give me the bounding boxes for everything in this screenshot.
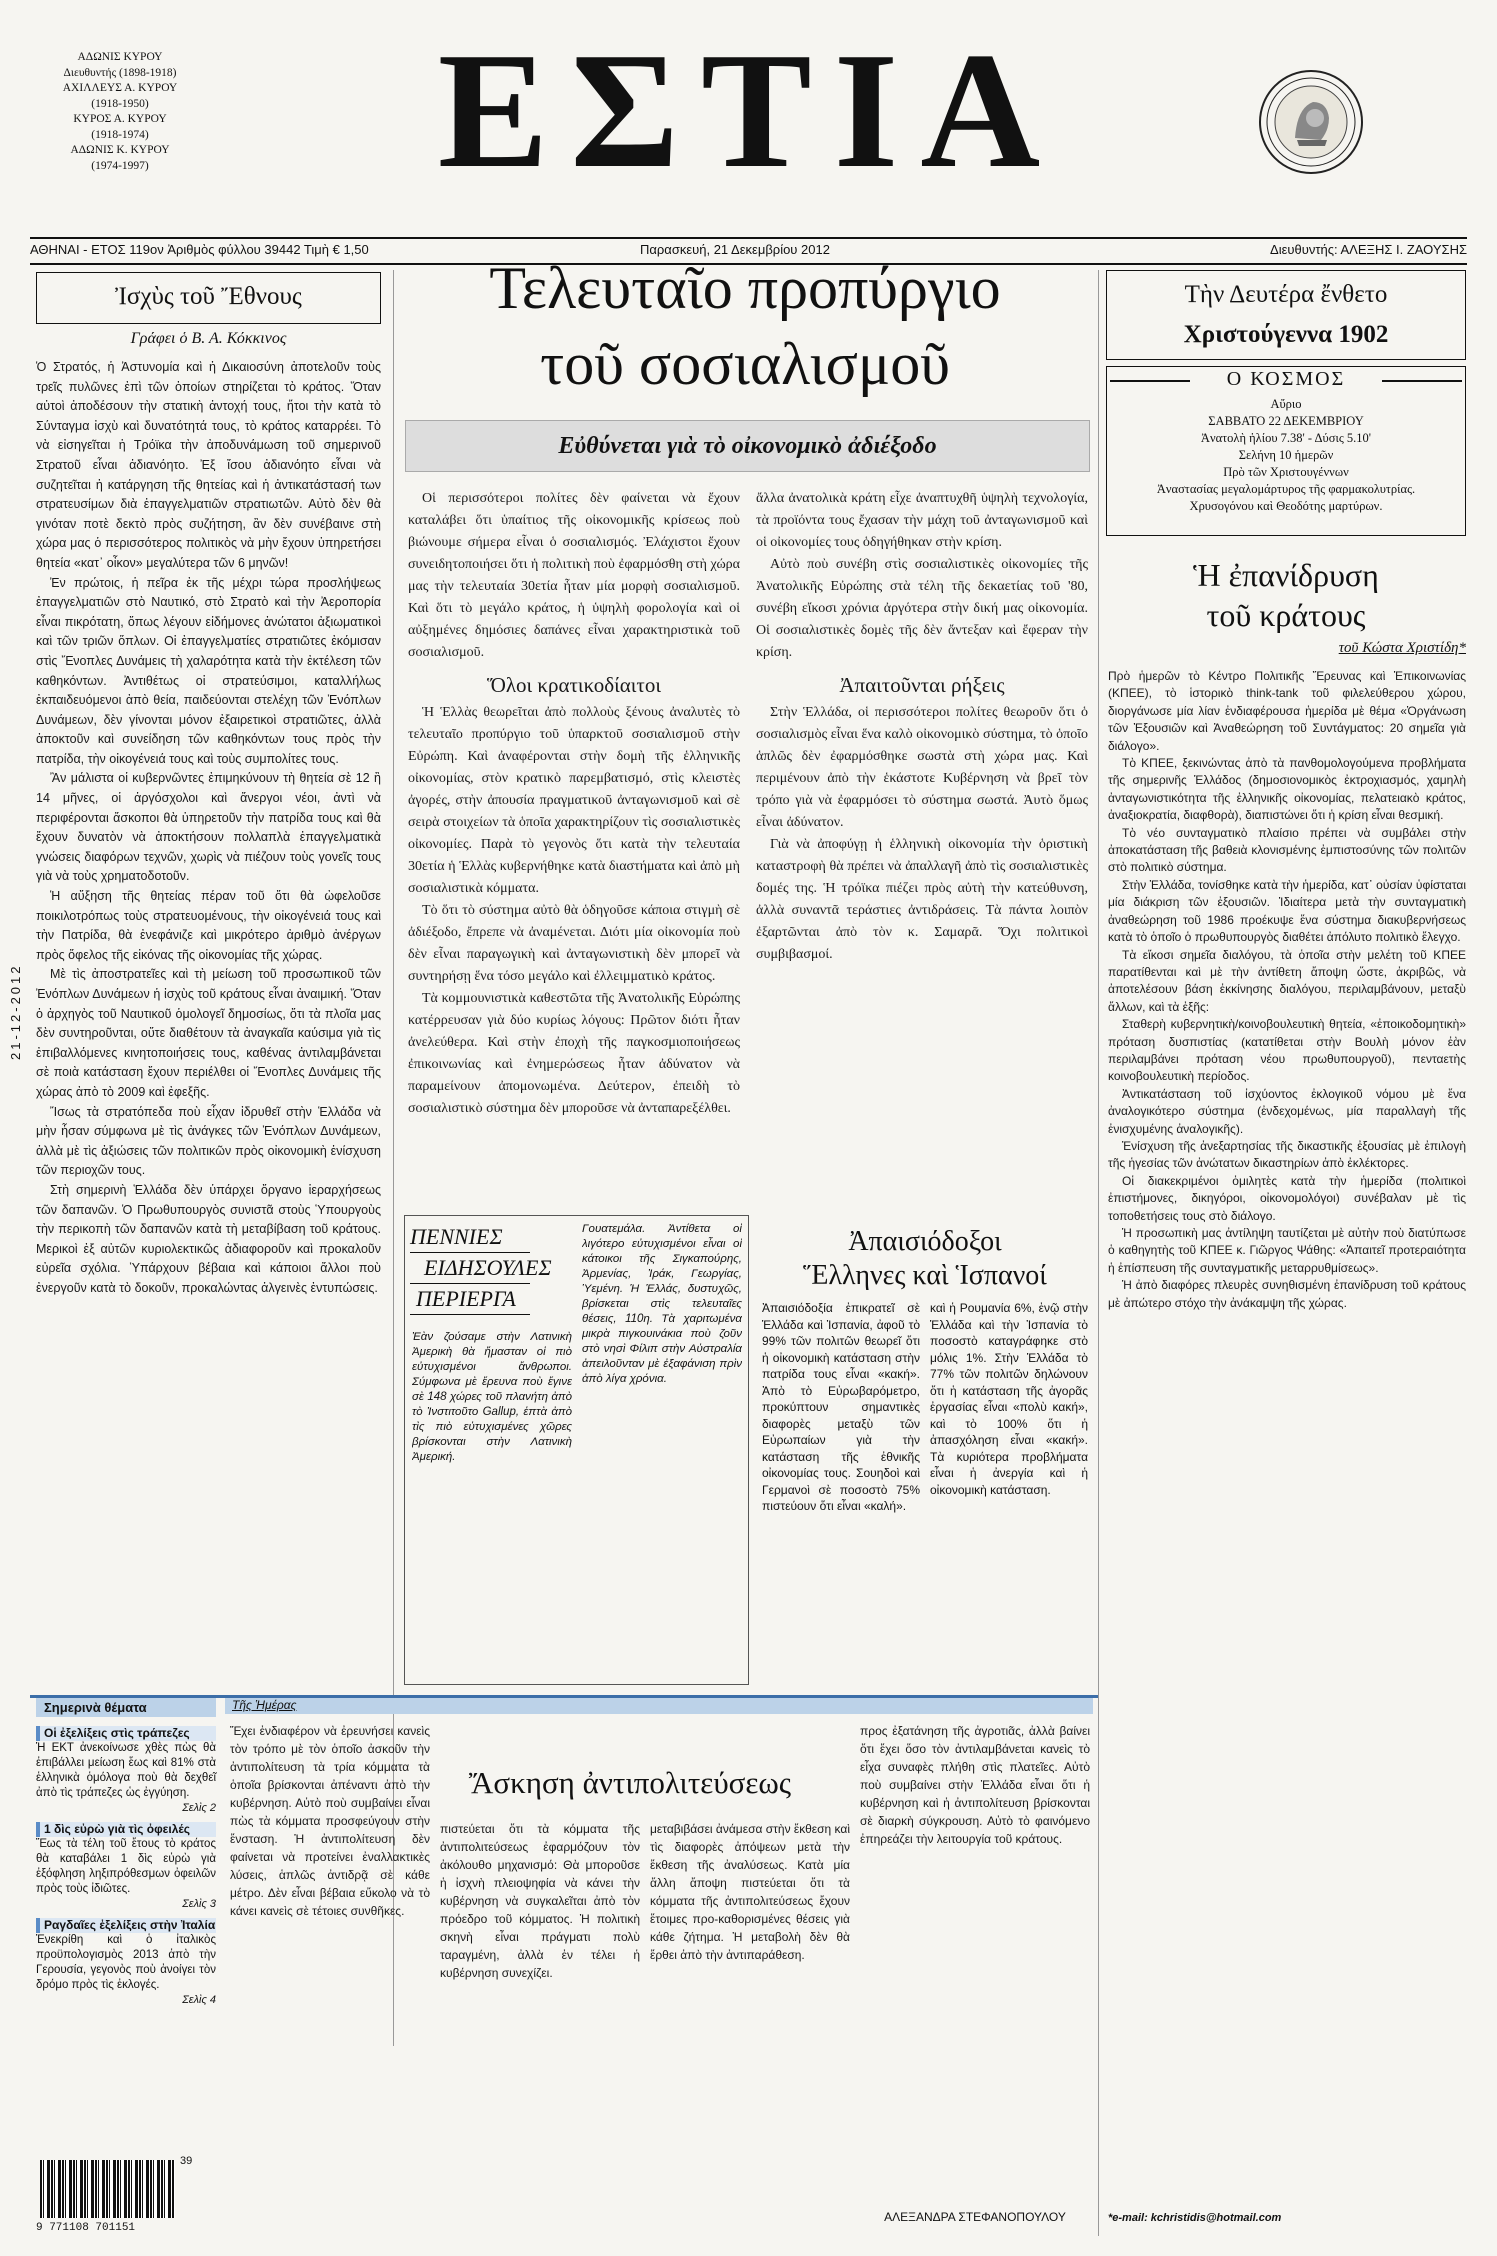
founder-line: Διευθυντής (1898-1918) (63, 66, 177, 79)
briefs-title-line: ΠΕΝΝΙΕΣ (410, 1222, 530, 1253)
paragraph: ἄλλα ἀνατολικὰ κράτη εἶχε ἀναπτυχθῆ ὑψηλὴ τεχνολογία, τὰ προϊόντα τους ἔχασαν τὴν μάχη τοῦ ἀνταγωνισμοῦ καὶ οἱ οἰκονομίες τους ὁδηγήθηκαν στὴν κρίση. (756, 491, 1088, 550)
lead-headline-line: τοῦ σοσιαλισμοῦ (540, 331, 950, 397)
paragraph: Ἐνίσχυση τῆς ἀνεξαρτησίας τῆς δικαστικῆς ἐξουσίας μὲ ἐπιλογὴ τῆς ἡγεσίας τῶν ἀνώτατων δικαστηρίων ἀπὸ ἐκλέκτορες. (1108, 1138, 1466, 1171)
barcode-number: 9 771108 701151 (36, 2222, 136, 2234)
topic-page: Σελὶς 3 (182, 1898, 216, 1910)
lead-headline-line: Τελευταῖο προπύργιο (489, 255, 1001, 321)
paragraph: Οἱ περισσότεροι πολίτες δὲν φαίνεται νὰ ἔχουν καταλάβει ὅτι ὑπαίτιος τῆς οἰκονομικῆς κρίσεως ποὺ βιώνουμε σήμερα εἶναι ὁ σοσιαλισμός. Ἐλάχιστοι ἔχουν συνειδητοποιήσει ὅτι ἡ πολιτικὴ ποὺ ἐφαρμόσθη στὴ χώρα μας τὴν τελευταία 30ετία ἦταν μία μορφὴ σοσιαλισμοῦ. Καὶ ὅτι τὸ μεγάλο κράτος, ἡ ὑψηλὴ φορολογία καὶ οἱ αὐξημένες δημόσιες δαπάνες εἶναι χαρακτηριστικὰ τοῦ σοσιαλισμοῦ. (408, 491, 740, 660)
editorial-col-4: προς ἐξατάνηση τῆς ἀγροτιᾶς, ἀλλὰ βαίνει ὅτι ἔχει ὅσο τὸν ἀντιλαμβάνεται κανεὶς τὸ εἶχα συναφὲς πλήθη στὶς πλατεῖες. Αὐτὸ ποὺ συμβαίνει στὴν Ἑλλάδα εἶναι ὅτι ἡ κυβέρνηση καὶ ἡ ἀντιπολίτευση βρίσκονται σὲ διαρκὴ σύγκρουση. Αὐτὸ τὸ φαινόμενο ἐπηρεάζει τὴν λειτουργία τοῦ κράτους. (860, 1724, 1090, 1846)
paragraph: Στὴν Ἑλλάδα, οἱ περισσότεροι πολίτες θεωροῦν ὅτι ὁ σοσιαλισμὸς εἶναι ἕνα καλὸ οἰκονομικὸ σύστημα, τὸ ὁποῖο ἁπλῶς δὲν ἐφαρμόσθηκε σωστὰ στὴ χώρα μας. Καὶ περιμένουν ἀπὸ τὴν ἑκάστοτε Κυβέρνηση νὰ βρεῖ τὸν τρόπο γιὰ νὰ ἐφαρμόσει τὸ σύστημα σωστά. Ἀυτὸ ὅμως εἶναι ἀδύνατον. (756, 705, 1088, 830)
founder-line: (1918-1950) (91, 97, 149, 110)
paragraph: Ἀντικατάσταση τοῦ ἰσχύοντος ἐκλογικοῦ νόμου μὲ ἕνα ἀναλογικότερο σύστημα (ἐνδεχομένως, μία παραλλαγὴ τῆς ἐνισχυμένης ἀναλογικῆς). (1108, 1086, 1466, 1136)
kosmos-line: Πρὸ τῶν Χριστουγέννων (1223, 465, 1349, 479)
briefs-right-text: Γουατεμάλα. Ἀντίθετα οἱ λιγότερο εὐτυχισμένοι εἶναι οἱ κάτοικοι τῆς Σιγκαπούρης, Ἀρμενίας, Ἰράκ, Γεωργίας, Ὑεμένη. Ἡ Ἑλλάς, δυστυχῶς, βρίσκεται στὶς τελευταῖες θέσεις, 110η. Τὰ χαριτωμένα μικρὰ πιγκουινάκια ποὺ ζοῦν στὸ νησὶ Φίλιπ στὴν Αὐστραλία ἀπειλοῦνταν μὲ ἐξαφάνιση πρὶν ἀπὸ λίγα χρόνια. (582, 1223, 742, 1385)
state-headline-line: Ἡ ἐπανίδρυση (1193, 557, 1379, 593)
state-headline-line: τοῦ κράτους (1206, 597, 1366, 633)
paragraph: Τὰ εἴκοσι σημεῖα διαλόγου, τὰ ὁποῖα στὴν μελέτη τοῦ ΚΠΕΕ παρατίθενται καὶ μὲ τὴν ἀντίθετη ἄποψη ὥστε, ἀκριβῶς, νὰ ἀποτελέσουν βάση ἐκκίνησης διαλόγου, περιλαμβάνουν, μεταξὺ ἄλλων, καὶ τὰ ἑξῆς: (1108, 947, 1466, 1014)
editorial-signature: ΑΛΕΞΑΝΔΡΑ ΣΤΕΦΑΝΟΠΟΥΛΟΥ (884, 2210, 1066, 2224)
kosmos-line: Ἀναστασίας μεγαλομάρτυρος τῆς φαρμακολυτρίας. (1156, 482, 1416, 496)
editorial-col-1: Ἔχει ἐνδιαφέρον νὰ ἐρευνήσει κανεὶς τὸν τρόπο μὲ τὸν ὁποῖο ἀσκοῦν τὴν ἀντιπολίτευση τὰ τρία κόμματα τὰ ὁποῖα βρίσκονται ἀπέναντι ἀπὸ τὴν κυβέρνηση. Αὐτὸ ποὺ συμβαίνει εἶναι πὼς τὰ κόμματα προσφεύγουν στὴν ἔνσταση. Ἡ ἀντιπολίτευση δὲν φαίνεται νὰ προτείνει ἐναλλακτικὲς λύσεις, ἁπλῶς ἀντιδρᾷ σὲ κάθε μέτρο. Δὲν εἶναι βέβαια εὔκολο νὰ τὸ κάνει κανεὶς σὲ τέτοιες συνθῆκες. (230, 1724, 430, 1918)
founder-line: ΚΥΡΟΣ Α. ΚΥΡΟΥ (73, 113, 167, 125)
kosmos-line: Αὔριο (1270, 397, 1302, 411)
lead-subheading: Ἀπαιτοῦνται ρήξεις (839, 673, 1005, 697)
lead-subhead: Εὐθύνεται γιὰ τὸ οἰκονομικὸ ἀδιέξοδο (405, 420, 1090, 472)
topic-page: Σελὶς 4 (182, 1994, 216, 2006)
paragraph: Τὰ κομμουνιστικὰ καθεστῶτα τῆς Ἀνατολικῆς Εὐρώπης κατέρρευσαν γιὰ δύο κυρίως λόγους: Πρῶτον διότι ἦταν ἀνελεύθερα. Καὶ στὴν ἐποχὴ τῆς παγκοσμιοποιήσεως ἐπικοινωνίας καὶ ἐνημερώσεως ἦταν ἀδύνατον νὰ παραμείνουν ἀπομονωμένα. Δεύτερον, ἐπειδὴ τὸ σοσιαλιστικὸ σύστημα δὲν μποροῦσε νὰ ἀνταπαρεξέλθει. (408, 991, 740, 1116)
supplement-box (1106, 270, 1466, 360)
issue-details: ΑΘΗΝΑΙ - ΕΤΟΣ 119ον Ἀριθμὸς φύλλου 39442 Τιμὴ € 1,50 (30, 242, 369, 257)
founders-list (30, 50, 210, 174)
topic-title[interactable]: 1 δὶς εὐρὼ γιὰ τὶς ὀφειλές (36, 1822, 216, 1837)
lead-column-a (408, 488, 740, 1208)
paragraph: Στὴν Ἑλλάδα, τονίσθηκε κατὰ τὴν ἡμερίδα, κατ᾽ οὐσίαν ὑφίσταται μία διάκριση τῶν ἐξουσιῶν. Ἰδιαίτερα μετὰ τὴν συνταγματικὴ ἀναθεώρηση τοῦ 1986 προέκυψε ἕνα σύστημα διακυβερνήσεως κατὰ τὸ ὁποῖο ὁ πρωθυπουργὸς διαθέτει ἀπόλυτο πολιτικὸ ἔλεγχο. (1108, 877, 1466, 945)
issue-date: Παρασκευή, 21 Δεκεμβρίου 2012 (640, 242, 830, 257)
topic-text: Ἕως τὰ τέλη τοῦ ἔτους τὸ κράτος θὰ καταβάλει 1 δὶς εὐρὼ γιὰ ἐξόφληση ληξιπρόθεσμων ὀφειλῶν πρὸς τοὺς ἰδιῶτες. (36, 1838, 216, 1895)
founder-line: ΑΔΩΝΙΣ Κ. ΚΥΡΟΥ (70, 144, 170, 156)
topics-list (36, 1726, 216, 2146)
paragraph: Ἂν μάλιστα οἱ κυβερνῶντες ἐπιμηκύνουν τὴ θητεία σὲ 12 ἢ 14 μῆνες, οἱ ἀργόσχολοι καὶ ἄνεργοι νέοι, ἀντὶ νὰ περιφέρονται ἄσκοποι θὰ ὑπηρετοῦν τὴν πατρίδα τους καὶ θὰ ἔχουν δυνατὸν νὰ ἀποκτήσουν πολλαπλὰ ἐπαγγελματικὰ γνώσεις διαφόρων τεχνῶν, χωρὶς νὰ πιέζουν τοὺς γονεῖς τους γιὰ νὰ τοὺς χρηματοδοτοῦν. (36, 771, 381, 884)
greeks-headline-line: Ἀπαισιόδοξοι (848, 1226, 1002, 1257)
paragraph: Στὴ σημερινὴ Ἑλλάδα δὲν ὑπάρχει ὄργανο ἱεραρχήσεως τῶν δαπανῶν. Ὁ Πρωθυπουργὸς συνιστᾶ στοὺς Ὑπουργοὺς τὴν περικοπὴ τῶν δαπανῶν κατὰ τὴ μεταβίβαση τοῦ κράτους. Μερικοὶ ἐξ αὐτῶν κυριολεκτικῶς ἀδιαφοροῦν καὶ προκαλοῦν εὐρεῖα σχόλια. Ὑπάρχουν βέβαια καὶ κάποιοι ἄλλοι ποὺ ἐνεργοῦν κατὰ τὸ δοκοῦν, προκαλώντας ἀλγεινὲς ἐντυπώσεις. (36, 1182, 381, 1295)
paragraph: Τὸ νέο συνταγματικὸ πλαίσιο πρέπει νὰ συμβάλει στὴν ἀποκατάσταση τῆς βαθειὰ κλονισμένης ἐμπιστοσύνης τῶν πολιτῶν στὸ πολιτικὸ σύστημα. (1108, 825, 1466, 875)
founder-line: ΑΔΩΝΙΣ ΚΥΡΟΥ (77, 51, 163, 63)
topic-item[interactable] (36, 1726, 216, 1816)
paragraph: Τὸ ΚΠΕΕ, ξεκινώντας ἀπὸ τὰ πανθομολογούμενα προβλήματα τῆς σημερινῆς Ἑλλάδος (δημοσιονομικὸς ἐκτροχιασμός, χαμηλὴ ἀνταγωνιστικότητα τῆς ἑλληνικῆς οἰκονομίας, πελατειακὸ κράτος, ἀναξιοκρατία, διαφθορὰ), διαπιστώνει ὅτι ἡ κρίση εἶναι θεσμική. (1108, 756, 1466, 823)
kosmos-rule (1382, 380, 1462, 382)
founder-line: ΑΧΙΛΛΕΥΣ Α. ΚΥΡΟΥ (62, 82, 178, 94)
greeks-headline (760, 1225, 1090, 1293)
paragraph: Ὁ Στρατός, ἡ Ἀστυνομία καὶ ἡ Δικαιοσύνη ἀποτελοῦν τοὺς τρεῖς πυλῶνες ἐπὶ τῶν ὁποίων στηρίζεται τὸ κράτος. Ὅταν αὐτοὶ ἀποδέσουν τὴν στατικὴ ἀντοχή τους, ἤτοι τὴν κατὰ τὸ Σύνταγμα ἰσχὺ καὶ δυνατότητά τους, τὸ κράτος καταρρέει. Τὸ νὰ εἰσηγεῖται ἡ Τρόϊκα τὴν ἀποδυνάμωση τοῦ σημερινοῦ Στρατοῦ εἶναι ἀδιανόητο. Ἐξ ἴσου ἀδιανόητο εἶναι νὰ συζητεῖται ἡ κατάργηση τῆς θητείας καὶ ἡ ἀντικατάστασή των στρατευσίμων διὰ ἐπαγγελματιῶν στρατιωτῶν. Αὐτὸ δὲν θὰ γινόταν ποτὲ δεκτὸ πρὸς συζήτηση, ἂν δὲν συνέβαινε στὴ χώρα μας ὁ περισσότερος πολιτικὸς νὰ μὴν ἔχουν ὑπηρετήσει θητεία «κατ᾽ οἶκον» μεγαλύτερα τῶν 6 μηνῶν! (36, 360, 381, 570)
newspaper-title: ΕΣΤΙΑ (437, 18, 1063, 202)
state-article-body (1108, 668, 1466, 2208)
paragraph: Ἡ Ἑλλὰς θεωρεῖται ἀπὸ πολλοὺς ξένους ἀναλυτὲς τὸ τελευταῖο προπύργιο τοῦ ὑπαρκτοῦ σοσιαλισμοῦ στὴν Εὐρώπη. Καὶ ἀναφέρονται στὴν δομὴ τῆς ἑλληνικῆς οἰκονομίας, στὸν κρατικὸ παρεμβατισμό, στὶς κλειστὲς ἀγορές, στὴν ἀπουσία πραγματικοῦ ἀνταγωνισμοῦ καὶ σὲ σειρὰ στοιχείων τὰ ὁποῖα χαρακτηρίζουν τὶς σοσιαλιστικὲς οἰκονομίες. Παρὰ τὸ γεγονὸς ὅτι κατὰ τὴν τελευταία 30ετία ἡ Ἑλλὰς κυβερνήθηκε κατὰ διαστήματα καὶ ἀπὸ μὴ σοσιαλιστικὰ κόμματα. (408, 705, 740, 896)
column-divider (1098, 270, 1099, 2236)
kosmos-line: ΣΑΒΒΑΤΟ 22 ΔΕΚΕΜΒΡΙΟΥ (1208, 414, 1364, 428)
kosmos-rule (1110, 380, 1190, 382)
kosmos-line: Σελήνη 10 ἡμερῶν (1238, 448, 1334, 462)
barcode-icon (40, 2160, 175, 2218)
briefs-left-text: Ἐὰν ζούσαμε στὴν Λατινικὴ Ἀμερικὴ θὰ ἥμασταν οἱ πιὸ εὐτυχισμένοι ἄνθρωποι. Σύμφωνα μὲ ἔρευνα ποὺ ἔγινε σὲ 148 χώρες τοῦ πλανήτη ἀπὸ τὸ Ἰνστιτοῦτο Gallup, ἑπτὰ ἀπὸ τὶς πιὸ εὐτυχισμένες χῶρες βρίσκονται στὴν Λατινικὴ Ἀμερική. (412, 1331, 572, 1463)
editorial-col-2: πιστεύεται ὅτι τὰ κόμματα τῆς ἀντιπολιτεύσεως ἐφαρμόζουν τὸν ἀκόλουθο μηχανισμό: Θὰ μποροῦσε ἡ ἰσχνὴ πλειοψηφία νὰ κάνει τὴν κυβέρνηση νὰ συγκαλεῖται ἀπὸ τὸν πρόεδρο τοῦ κόμματος. Ἡ πολιτικὴ σκηνὴ εἶναι πράγματι πολὺ ταραγμένη, ἀλλὰ ἐν τέλει ἡ κυβέρνηση συνεχίζει. (440, 1822, 640, 1980)
briefs-title-line: ΠΕΡΙΕΡΓΑ (410, 1284, 530, 1315)
greeks-headline-line: Ἕλληνες καὶ Ἱσπανοί (803, 1260, 1047, 1291)
topic-title[interactable]: Ραγδαῖες ἐξελίξεις στὴν Ἰταλία (36, 1918, 216, 1933)
editorial-band (225, 1698, 1093, 1714)
supplement-line: Τὴν Δευτέρα ἔνθετο (1184, 281, 1388, 308)
paragraph: Αὐτὸ ποὺ συνέβη στὶς σοσιαλιστικὲς οἰκονομίες τῆς Ἀνατολικῆς Εὐρώπης στὰ τέλη τῆς δεκαετίας τοῦ '80, συνέβη εἴκοσι χρόνια ἀργότερα στὴν δική μας οἰκονομία. Οἱ σοσιαλιστικὲς δομὲς τῆς δὲν ἄντεξαν καὶ ἔφεραν τὴν κρίση. (756, 557, 1088, 660)
topic-text: Ἐνεκρίθη καὶ ὁ ἰταλικὸς προϋπολογισμὸς 2013 ἀπὸ τὴν Γερουσία, γεγονὸς ποὺ ἀνοίγει τὸν δρόμο πρὸς τὶς ἐκλογές. (36, 1934, 216, 1991)
paragraph: Γιὰ νὰ ἀποφύγῃ ἡ ἑλληνικὴ οἰκονομία τὴν ὁριστικὴ καταστροφὴ θὰ πρέπει νὰ ἀπαλλαγῆ ἀπὸ τὶς σοσιαλιστικὲς δομές της. Ἡ τρόϊκα πιέζει πρὸς αὐτὴ τὴν κατεύθυνση, ἀλλὰ συναντᾶ τεράστιες ἀντιδράσεις. Τὰ πάντα λοιπὸν ἐξαρτῶνται ἀπὸ τὸν κ. Σαμαρᾶ. Ὅχι πολιτικοὶ συμβιβασμοί. (756, 837, 1088, 962)
col1-byline: Γράφει ὁ Β. Α. Κόκκινος (130, 330, 287, 347)
paragraph: Σταθερὴ κυβερνητικὴ/κοινοβουλευτικὴ θητεία, «ἐποικοδομητικὴ» πρόταση δυσπιστίας (κατατίθεται στὴν Βουλὴ μόνον ἐὰν περιλαμβάνει πρόταση νέου πρωθυπουργοῦ), πενταετὴς κοινοβουλευτικὴ περίοδος. (1108, 1017, 1466, 1084)
top-rule (30, 237, 1467, 239)
topic-item[interactable] (36, 1918, 216, 2008)
state-article-headline (1106, 555, 1466, 635)
kosmos-line: Ἀνατολὴ ἡλίου 7.38' - Δύσις 5.10' (1200, 431, 1372, 445)
paragraph: Ἡ προσωπικὴ μας ἀντίληψη ταυτίζεται μὲ αὐτὴν ποὺ διατύπωσε ὁ καθηγητὴς τοῦ ΚΠΕΕ κ. Γιῶργος Ψάθης: «Ἀπαιτεῖ προτεραιότητα ἡ ἐπίσπευση τῆς συνταγματικῆς μεταρρυθμίσεως». (1108, 1226, 1466, 1275)
briefs-title-line: ΕΙΔΗΣΟΥΛΕΣ (410, 1253, 530, 1284)
founder-line: (1974-1997) (91, 159, 149, 172)
paragraph: Μὲ τὶς ἀποστρατεῖες καὶ τὴ μείωση τοῦ προσωπικοῦ τῶν Ἐνόπλων Δυνάμεων ἡ ἰσχὺς τοῦ κράτους εἶναι ἀναιμική. Ὅταν ὁ ἀρχηγὸς τοῦ Ναυτικοῦ ὁμολογεῖ δημοσίως, ὅτι τὰ πλοῖα μας δὲν συντηροῦνται, οὔτε διαθέτουν τὰ ἀναγκαῖα καύσιμα γιὰ τὶς ἐπιβαλλόμενες κινητοποιήσεις τους, καθένας ἀντιλαμβάνεται σὲ ποιὰ κατάσταση ἔχουν περιέλθει οἱ Ἔνοπλες Δυνάμεις τῆς χώρας ἀπὸ τὸ 2009 καὶ ἐφεξῆς. (36, 967, 381, 1099)
paragraph: Τὸ ὅτι τὸ σύστημα αὐτὸ θὰ ὁδηγοῦσε κάποια στιγμὴ σὲ ἀδιέξοδο, ἔπρεπε νὰ ἀναμένεται. Διότι μία οἰκονομία ποὺ δὲν εἶναι παραγωγικὴ καὶ ἀνταγωνιστικὴ δὲν μπορεῖ νὰ συντηρήσῃ ἕνα τόσο μεγάλο καὶ ἐλλειμματικὸ κράτος. (408, 903, 740, 984)
kosmos-line: Χρυσογόνου καὶ Θεοδότης μαρτύρων. (1189, 499, 1383, 513)
athena-seal-icon (1257, 68, 1365, 176)
greeks-right-text: καὶ ἡ Ρουμανία 6%, ἐνῷ στὴν Ἑλλάδα καὶ τὴν Ἱσπανία τὸ ποσοστὸ καταγράφηκε στὸ μόλις 1%. Στὴν Ἑλλάδα τὸ 77% τῶν πολιτῶν δηλώνουν ὅτι ἡ κατάσταση τῆς ἀγορᾶς ἐργασίας εἶναι «πολὺ κακή», καὶ τὸ 100% ὅτι ἡ ἀπασχόληση εἶναι «κακή». Τὰ κυριότερα προβλήματα εἶναι ἡ ἀνεργία καὶ ἡ οἰκονομικὴ κατάσταση. (930, 1301, 1088, 1497)
founder-line: (1918-1974) (91, 128, 149, 141)
col1-article-body (36, 358, 381, 1388)
state-article-byline: τοῦ Κώστα Χριστίδη* (1338, 640, 1466, 656)
paragraph: Οἱ διακεκριμένοι ὁμιλητὲς κατὰ τὴν ἡμερίδα (πολιτικοὶ ἐπιστήμονες, δικηγόροι, οἰκονομολόγοι) συνέβαλαν μὲ τὶς τοποθετήσεις τους στὸ διάλογο. (1108, 1173, 1466, 1223)
supplement-line: Χριστούγεννα 1902 (1183, 321, 1389, 348)
paragraph: Ἐν πρώτοις, ἡ πεῖρα ἐκ τῆς μέχρι τώρα προσλήψεως ἐπαγγελματιῶν στὸ Ναυτικό, στὸ Στρατὸ καὶ τὴν Ἀεροπορία εἶναι πικρότατη, ὅπως λέγουν εἰδήμονες ἀνώτατοι ἀξιωματικοὶ καὶ τῶν τριῶν ὅπλων. Οἱ ἐπαγγελματίες στρατιῶτες ἐκόμισαν στὶς Ἔνοπλες Δυνάμεις τὴ χαλαρότητα κατὰ τὴν ἐκτέλεση τῶν καθηκόντων. Ἀντιθέτως οἱ στρατεύσιμοι, καταλλήλως ἐκπαιδευόμενοι ἀπὸ θεία, παιδεύονται στελέχη τῶν Ἐνόπλων Δυνάμεων, δὲν γίνονται μόνον ἐξαιρετικοὶ στρατιῶτες, ἀλλὰ ἀποκτοῦν καὶ συνείδηση τῶν καθηκόντων τους πρὸς τὴν πατρίδα, τὴν οἰκογένειά τους καὶ τοὺς συμπολίτες τους. (36, 575, 381, 766)
topic-page: Σελὶς 2 (182, 1802, 216, 1814)
paragraph: Ἴσως τὰ στρατόπεδα ποὺ εἶχαν ἱδρυθεῖ στὴν Ἑλλάδα νὰ μὴν ἦσαν σύμφωνα μὲ τὶς ἀνάγκες τῶν Ἐνόπλων Δυνάμεων, ἀλλὰ μὲ τὶς ἀξιώσεις τῶν πολιτικῶν πρὸς οἰκονομικὴ ἐνίσχυση τῶν περιοχῶν τους. (36, 1104, 381, 1178)
topic-title[interactable]: Οἱ ἐξελίξεις στὶς τράπεζες (36, 1726, 216, 1741)
topic-text: Ἡ ΕΚΤ ἀνεκοίνωσε χθὲς πὼς θὰ ἐπιβάλλει μείωση ἕως καὶ 81% στὰ ἑλληνικὰ ὁμόλογα ποὺ θὰ δεχθεῖ ἀπὸ τὶς τράπεζες ὡς ἐγγύηση. (36, 1742, 216, 1799)
lead-subheading: Ὅλοι κρατικοδίαιτοι (486, 673, 661, 697)
briefs-title (410, 1222, 552, 1315)
barcode-issue: 39 (180, 2155, 193, 2167)
lead-headline (400, 250, 1090, 402)
paragraph: Ἡ ἀπὸ διαφόρες πλευρὲς συνηθισμένη ἐπανίδρυση τοῦ κράτους μὲ ἀπώτερο στόχο τὴν ἀνάκαμψη τῆς χώρας. (1108, 1278, 1466, 1310)
kosmos-details (1110, 396, 1462, 515)
lead-column-b (756, 488, 1088, 1208)
author-email: *e-mail: kchristidis@hotmail.com (1108, 2212, 1282, 2224)
editor-name: Διευθυντής: ΑΛΕΞΗΣ Ι. ΖΑΟΥΣΗΣ (1270, 242, 1467, 257)
topics-header: Σημερινὰ θέματα (36, 1698, 216, 1717)
paragraph: Ἡ αὔξηση τῆς θητείας πέραν τοῦ ὅτι θὰ ὠφελοῦσε ποικιλοτρόπως τοὺς στρατευομένους, τὴν οἰκογένειά τους καὶ τὴν Πατρίδα, θὰ ἐνεφάνιζε καὶ μικρότερο ἀριθμὸ ἀνέργων πρὸς ὄφελος τῆς εἰκόνας τῆς οἰκονομίας τῆς χώρας. (36, 889, 381, 962)
editorial-label: Τῆς Ἡμέρας (232, 1698, 297, 1712)
greeks-left-text: Ἀπαισιόδοξία ἐπικρατεῖ σὲ Ἑλλάδα καὶ Ἱσπανία, ἀφοῦ τὸ 99% τῶν πολιτῶν θεωρεῖ ὅτι ἡ οἰκονομικὴ κατάσταση στὴν πατρίδα τους εἶναι «κακή». Ἀπὸ τὸ Εὐρωβαρόμετρο, προκύπτουν σημαντικὲς διαφορὲς μεταξὺ τῶν Εὐρωπαίων γιὰ τὴν κατάσταση τῆς ἐθνικῆς οἰκονομίας τους. Σουηδοὶ καὶ Γερμανοὶ σὲ ποσοστὸ 75% πιστεύουν ὅτι εἶναι «καλή». (762, 1301, 920, 1513)
editorial-headline: Ἄσκηση ἀντιπολιτεύσεως (468, 1765, 792, 1800)
paragraph: Πρὸ ἡμερῶν τὸ Κέντρο Πολιτικῆς Ἔρευνας καὶ Ἐπικοινωνίας (ΚΠΕΕ), τὸ ἱστορικὸ think-tank τοῦ φιλελεύθερου χώρου, διοργάνωσε μία λίαν ἐνδιαφέρουσα ἡμερίδα μὲ θέμα «Ὀργάνωση τῶν Ἐξουσιῶν καὶ Ἀναθεώρηση τοῦ Συντάγματος: 20 σημεῖα γιὰ διάλογο». (1108, 669, 1466, 753)
topic-item[interactable] (36, 1822, 216, 1912)
kosmos-title: Ο ΚΟΣΜΟΣ (1226, 368, 1346, 390)
side-date-stamp: 21-12-2012 (8, 963, 23, 1060)
editorial-col-3: μεταβιβάσει ἀνάμεσα στὴν ἔκθεση καὶ τὶς διαφορὲς ἀπόψεων μετὰ τὴν ἔκθεση τῆς ἀναλύσεως. Κατὰ μία ἄλλη ἄποψη πιστεύεται ὅτι τὰ κόμματα τῆς ἀντιπολιτεύσεως ἔχουν ἕτοιμες προ-καθορισμένες θέσεις γιὰ κάθε ζήτημα. Ἡ μεταβολὴ δὲν θὰ ἔρθει ἀπὸ τὴν ἀντιπαράθεση. (650, 1822, 850, 1962)
col1-title: Ἰσχὺς τοῦ Ἔθνους (36, 272, 381, 324)
